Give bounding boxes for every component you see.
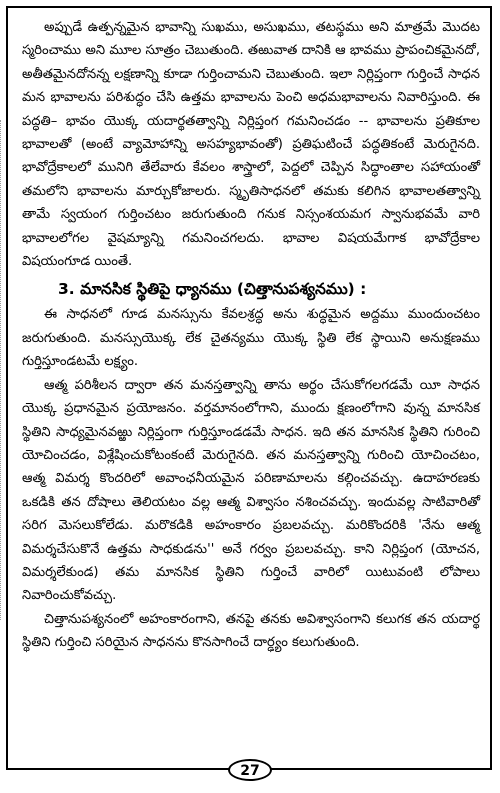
body-paragraph-3: ఆత్మ పరిశీలన ద్వారా తన మనస్తత్వాన్ని తాను అర్థం చేసుకోగలగడమే యీ సాధన యొక్క ప్రధానమైన ప్రయోజనం. వర్తమానంలోగాని, ముందు క్షణంలోగాని వున్న మానసిక స్థితిని సాధ్యమైనవఱ్ఱు నిర్లిప్తంగా గుర్తిస్తూండడమే సాధన. ఇది తన మానసిక స్థితిని గురించి యోచించడం, విశ్లేషించుకోటంకంటే మెరుగైనది. తన మనస్తత్వాన్ని గురించి యోచించటం, ఆత్మ విమర్శ కొందరిలో అవాంఛనీయమైన పరిణామాలను కల్గించవచ్చు. ఉదాహరణకు ఒకడికి తన దోషాలు తెలియటం వల్ల ఆత్మ విశ్వాసం నశించవచ్చు. ఇందువల్ల సాటివారితో సరిగ మెసలుకోలేడు. మరొకడికి అహంకారం ప్రబలవచ్చు. మరికొందరికి 'నేను ఆత్మ విమర్శచేసుకొనే ఉత్తమ సాధకుడను'' అనే గర్వం ప్రబలవచ్చు. కాని నిర్లిప్తంగ (యోచన, విమర్శలేకుండ) తమ మానసిక స్థితిని గుర్తించే వారిలో యిటువంటి లోపాలు నివారించుకోవచ్చు. [22, 377, 480, 604]
body-paragraph-1: అప్పుడే ఉత్పన్నమైన భావాన్ని సుఖము, అసుఖము, తటస్థము అని మాత్రమే మొదట స్మరించాము అని మూల సూత్రం చెబుతుంది. తఱువాత దానికి ఆ భావము ప్రాపంచికమైనదో, అతీతమైనదోనన్న లక్షణాన్ని కూడా గుర్తించామని చెబుతుంది. ఇలా నిర్లిప్తంగా గుర్తించే సాధన మన భావాలను పరిశుద్ధం చేసి ఉత్తమ భావాలను పెంచి అధమభావాలను నివారిస్తుంది. ఈ పద్ధతి– భావం యొక్క యదార్థతత్వాన్ని నిర్లిప్తంగ గమనించడం -- భావాలను ప్రతికూల భావాలతో (అంటే వ్యామోహాన్ని అసహ్యభావంతో) ప్రతిఘటించే పద్ధతికంటే మెరుగైనది. భావోద్రేకాలలో మునిగి తేలేవారు కేవలం శాస్త్రాలో, పెద్దలో చెప్పిన సిద్ధాంతాల సహాయంతో తమలోని భావాలను మార్చుకోజాలరు. స్మృతిసాధనలో తమకు కలిగిన భావాలతత్వాన్ని తామే స్వయంగ గుర్తించటం జరుగుతుంది గనుక నిస్సంశయమగ స్వానుభవమే వారి భావాలలోగల వైషమ్యాన్ని గమనించగలదు. భావాల విషయమేగాక భావోద్రేకాల విషయంగూడ యింతే. [22, 20, 480, 270]
body-paragraph-2: ఈ సాధనలో గూడ మనస్సును కేవలశ్రద్ధ అను శుద్ధమైన అద్దము ముందుంచటం జరుగుతుంది. మనస్సుయొక్క లేక చైతన్యము యొక్క స్థితి లేక స్థాయిని అనుక్షణము గుర్తిస్తూండటమే లక్ష్యం. [22, 307, 480, 370]
body-paragraph-4: చిత్తానుపశ్యనంలో అహంకారంగాని, తనపై తనకు అవిశ్వాసంగాని కలుగక తన యదార్థ స్థితిని గుర్తించి సరియైన సాధనను కొనసాగించే దార్ఢ్యం కలుగుతుంది. [22, 611, 480, 651]
section-heading: 3. మానసిక స్థితిపై ధ్యానము (చిత్తానుపశ్యనము) : [58, 280, 367, 299]
page-frame [6, 6, 492, 770]
page-number: 27 [228, 759, 272, 781]
